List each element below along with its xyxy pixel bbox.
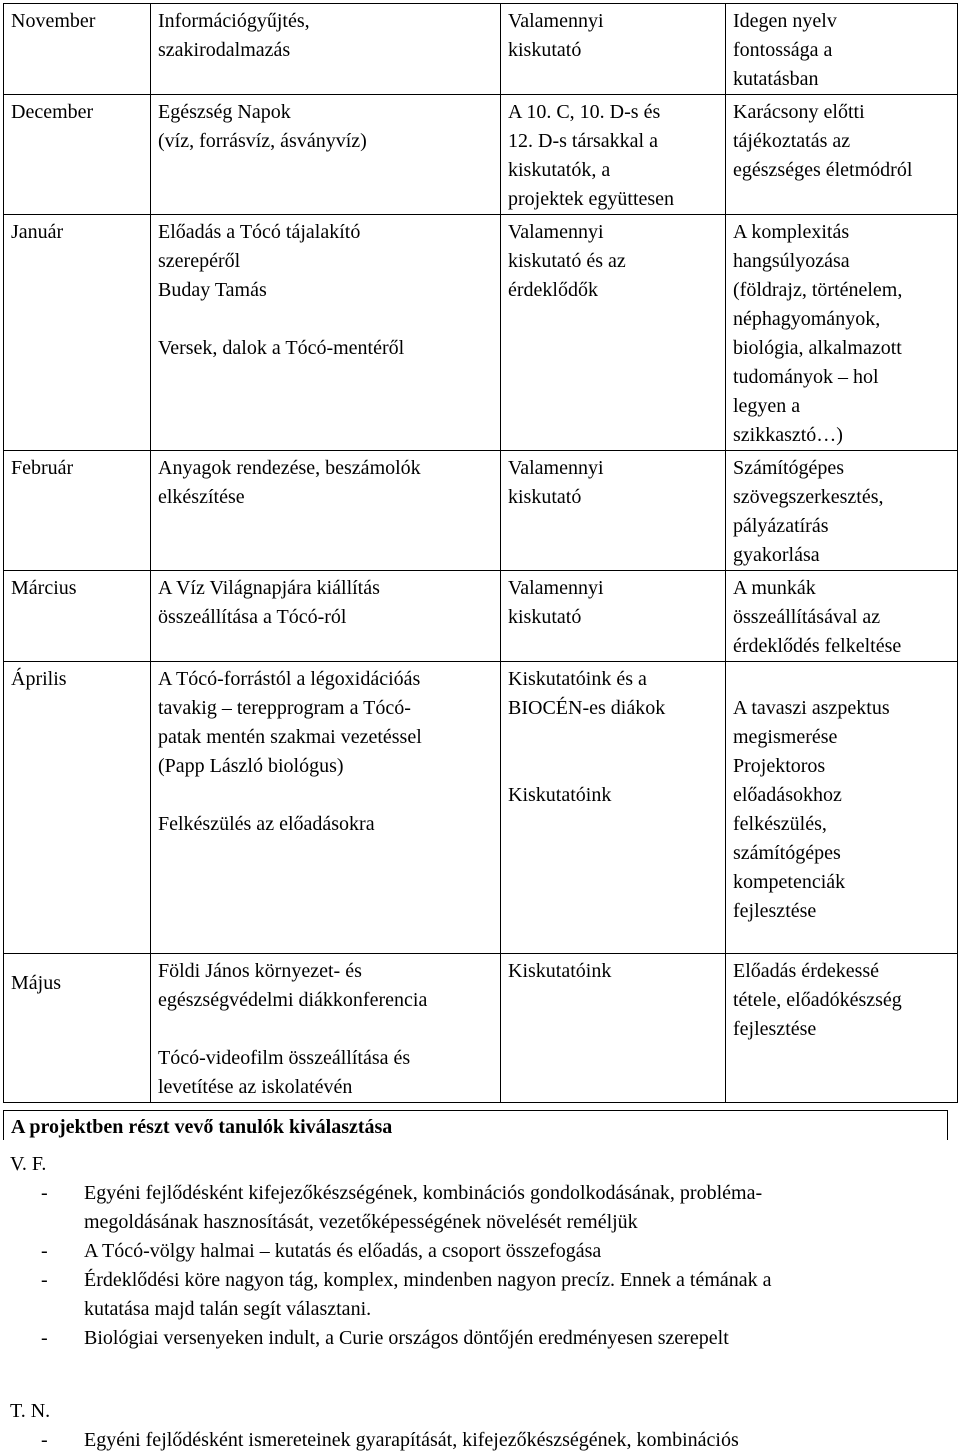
activity-text: Anyagok rendezése, beszámolók: [158, 457, 421, 479]
goals-text: [733, 665, 953, 694]
goals-text: A munkák: [733, 577, 816, 599]
participants-cell: [501, 571, 726, 662]
list-item: [10, 1324, 950, 1353]
activity-text: elkészítése: [158, 486, 245, 508]
participants-text: kiskutatók, a: [508, 159, 611, 181]
participants-text: BIOCÉN-es diákok: [508, 697, 666, 719]
activity-text: Buday Tamás: [158, 279, 267, 301]
participants-text: kiskutató: [508, 39, 582, 61]
participants-cell: [501, 4, 726, 95]
participants-text: kiskutató: [508, 486, 582, 508]
student-note: Egyéni fejlődésként kifejezőkészségének, kombinációs gondolkodásának, probléma-: [84, 1182, 763, 1204]
participants-text: Valamennyi: [508, 10, 604, 32]
student-note: A Tócó-völgy halmai – kutatás és előadás, a csoport összefogása: [84, 1240, 602, 1262]
activity-text: egészségvédelmi diákkonferencia: [158, 989, 428, 1011]
activity-text: szerepéről: [158, 250, 241, 272]
activity-text: tavakig – terepprogram a Tócó-: [158, 697, 411, 719]
list-item: [10, 1237, 950, 1266]
activity-text: patak mentén szakmai vezetéssel: [158, 726, 422, 748]
bullet-dash: -: [41, 1327, 48, 1349]
participants-text: Valamennyi: [508, 221, 604, 243]
goals-text: összeállításával az: [733, 606, 881, 628]
participants-text: A 10. C, 10. D-s és: [508, 101, 661, 123]
selection-body: [10, 1150, 950, 1455]
activity-text: Versek, dalok a Tócó-mentéről: [158, 337, 405, 359]
goals-text: érdeklődés felkeltése: [733, 635, 902, 657]
month-label: Február: [11, 457, 74, 479]
bullet-dash: -: [41, 1429, 48, 1451]
goals-text: A komplexitás: [733, 221, 850, 243]
bullet-dash: -: [41, 1240, 48, 1262]
activity-text: (Papp László biológus): [158, 755, 344, 777]
activity-cell: [151, 662, 501, 954]
goals-cell: [726, 4, 958, 95]
participants-text: Valamennyi: [508, 457, 604, 479]
goals-text: Karácsony előtti: [733, 101, 865, 123]
goals-text: Előadás érdekessé: [733, 960, 880, 982]
goals-text: biológia, alkalmazott: [733, 337, 902, 359]
list-item: [10, 1426, 950, 1455]
table-row: [4, 95, 958, 215]
table-row: [4, 4, 958, 95]
participants-text: Kiskutatóink és a: [508, 668, 647, 690]
goals-text: Számítógépes: [733, 457, 845, 479]
month-cell: [4, 662, 151, 954]
goals-text: pályázatírás: [733, 515, 829, 537]
goals-cell: [726, 571, 958, 662]
month-label: Május: [11, 972, 61, 994]
student-initials: V. F.: [10, 1153, 47, 1175]
activity-cell: [151, 954, 501, 1103]
goals-text: fejlesztése: [733, 900, 817, 922]
participants-text: 12. D-s társakkal a: [508, 130, 658, 152]
activity-text: levetítése az iskolatévén: [158, 1076, 353, 1098]
goals-text: szövegszerkesztés,: [733, 486, 884, 508]
activity-cell: [151, 95, 501, 215]
goals-text: (földrajz, történelem,: [733, 279, 903, 301]
month-cell: [4, 215, 151, 451]
student-note: kutatása majd talán segít választani.: [84, 1298, 372, 1320]
student-note: Érdeklődési köre nagyon tág, komplex, mindenben nagyon precíz. Ennek a témának a: [84, 1269, 772, 1291]
participants-text: projektek együttesen: [508, 188, 675, 210]
goals-text: egészséges életmódról: [733, 159, 913, 181]
activity-text: Földi János környezet- és: [158, 960, 362, 982]
goals-cell: [726, 662, 958, 954]
list-item: [10, 1266, 950, 1324]
participants-text: Valamennyi: [508, 577, 604, 599]
goals-cell: [726, 451, 958, 571]
goals-text: tétele, előadókészség: [733, 989, 902, 1011]
table-row: [4, 954, 958, 1103]
month-label: Április: [11, 668, 67, 690]
goals-cell: [726, 215, 958, 451]
goals-text: kompetenciák: [733, 871, 846, 893]
participants-cell: [501, 95, 726, 215]
selection-heading: A projektben részt vevő tanulók kiválasztása: [3, 1110, 948, 1140]
student-initials: T. N.: [10, 1400, 51, 1422]
month-label: November: [11, 10, 96, 32]
participants-text: Kiskutatóink: [508, 960, 612, 982]
goals-text: tudományok – hol: [733, 366, 879, 388]
activity-text: Előadás a Tócó tájalakító: [158, 221, 361, 243]
student-note: megoldásának hasznosítását, vezetőképességének növelését reméljük: [84, 1211, 638, 1233]
month-label: Január: [11, 221, 64, 243]
participants-cell: [501, 451, 726, 571]
activity-text: szakirodalmazás: [158, 39, 291, 61]
activity-cell: [151, 451, 501, 571]
goals-text: legyen a: [733, 395, 801, 417]
bullet-dash: -: [41, 1269, 48, 1291]
participants-cell: [501, 954, 726, 1103]
goals-text: hangsúlyozása: [733, 250, 850, 272]
month-label: December: [11, 101, 94, 123]
participants-cell: [501, 662, 726, 954]
schedule-table: [3, 3, 958, 1103]
table-row: [4, 215, 958, 451]
month-label: [11, 957, 146, 969]
activity-text: Információgyűjtés,: [158, 10, 310, 32]
goals-text: A tavaszi aszpektus: [733, 697, 890, 719]
bullet-dash: -: [41, 1182, 48, 1204]
table-row: [4, 662, 958, 954]
goals-text: néphagyományok,: [733, 308, 881, 330]
goals-text: szikkasztó…): [733, 424, 843, 446]
activity-text: A Víz Világnapjára kiállítás: [158, 577, 380, 599]
activity-text: Tócó-videofilm összeállítása és: [158, 1047, 411, 1069]
goals-cell: [726, 95, 958, 215]
participants-text: kiskutató és az: [508, 250, 626, 272]
goals-text: fejlesztése: [733, 1018, 817, 1040]
goals-text: gyakorlása: [733, 544, 820, 566]
activity-cell: [151, 4, 501, 95]
month-cell: [4, 954, 151, 1103]
student-note: Egyéni fejlődésként ismereteinek gyarapítását, kifejezőkészségének, kombinációs: [84, 1429, 739, 1451]
activity-cell: [151, 215, 501, 451]
activity-text: A Tócó-forrástól a légoxidációás: [158, 668, 421, 690]
activity-text: összeállítása a Tócó-ról: [158, 606, 347, 628]
participants-text: érdeklődők: [508, 279, 598, 301]
goals-text: számítógépes: [733, 842, 841, 864]
month-cell: [4, 4, 151, 95]
participants-cell: [501, 215, 726, 451]
activity-text: Felkészülés az előadásokra: [158, 813, 375, 835]
list-item: [10, 1179, 950, 1237]
table-row: [4, 571, 958, 662]
month-cell: [4, 571, 151, 662]
participants-text: Kiskutatóink: [508, 784, 612, 806]
activity-text: (víz, forrásvíz, ásványvíz): [158, 130, 367, 152]
table-row: [4, 451, 958, 571]
activity-text: Egészség Napok: [158, 101, 291, 123]
goals-text: előadásokhoz: [733, 784, 842, 806]
goals-text: Projektoros: [733, 755, 826, 777]
goals-text: tájékoztatás az: [733, 130, 851, 152]
month-cell: [4, 451, 151, 571]
goals-cell: [726, 954, 958, 1103]
goals-text: fontossága a: [733, 39, 833, 61]
activity-cell: [151, 571, 501, 662]
goals-text: felkészülés,: [733, 813, 827, 835]
goals-text: Idegen nyelv: [733, 10, 837, 32]
month-label: Március: [11, 577, 77, 599]
goals-text: megismerése: [733, 726, 838, 748]
student-note: Biológiai versenyeken indult, a Curie országos döntőjén eredményesen szerepelt: [84, 1327, 729, 1349]
goals-text: kutatásban: [733, 68, 819, 90]
participants-text: kiskutató: [508, 606, 582, 628]
month-cell: [4, 95, 151, 215]
